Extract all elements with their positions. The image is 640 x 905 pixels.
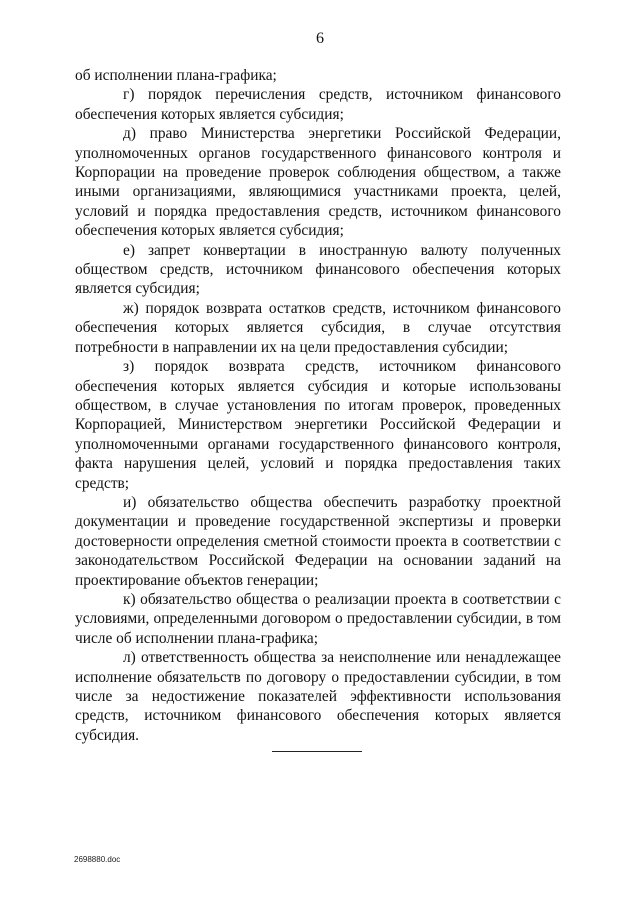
paragraph-g: г) порядок перечисления средств, источником финансового обеспечения которых является субсидия;	[75, 86, 561, 123]
paragraph-z: з) порядок возврата средств, источником финансового обеспечения которых является субсидия и которые использованы обществом, в случае установления по итогам проверок, проведенных Корпорацией, Министерством энергетики Российской Федерации и уполномоченными органами государственного финансового контроля, факта нарушения целей, условий и порядка предоставления таких средств;	[75, 358, 561, 492]
paragraph-k: к) обязательство общества о реализации проекта в соответствии с условиями, определенными договором о предоставлении субсидии, в том числе об исполнении плана-графика;	[75, 590, 561, 647]
paragraph-zh: ж) порядок возврата остатков средств, источником финансового обеспечения которых является субсидия, в случае отсутствия потребности в направлении их на цели предоставления субсидии;	[75, 299, 561, 356]
paragraph-i: и) обязательство общества обеспечить разработку проектной документации и проведение государственной экспертизы и проверки достоверности определения сметной стоимости проекта в соответствии с законодательством Российской Федерации на основании заданий на проектирование объектов генерации;	[75, 493, 561, 589]
page-number: 6	[316, 30, 324, 47]
paragraph-d: д) право Министерства энергетики Российской Федерации, уполномоченных органов государственного финансового контроля и Корпорации на проведение проверок соблюдения обществом, а также иными организациями, являющимися участниками проекта, целей, условий и порядка предоставления средств, источником финансового обеспечения которых является субсидия;	[75, 125, 561, 240]
paragraph-e: е) запрет конвертации в иностранную валюту полученных обществом средств, источником финансового обеспечения которых является субсидия;	[75, 241, 561, 298]
document-body	[75, 66, 561, 745]
end-separator-line	[272, 751, 362, 752]
paragraph-continuation: об исполнении плана-графика;	[75, 67, 277, 84]
document-code: 2698880.doc	[74, 855, 121, 864]
paragraph-l: л) ответственность общества за неисполнение или ненадлежащее исполнение обязательств по договору о предоставлении субсидии, в том числе за недостижение показателей эффективности использования средств, источником финансового обеспечения которых является субсидия.	[75, 649, 561, 744]
